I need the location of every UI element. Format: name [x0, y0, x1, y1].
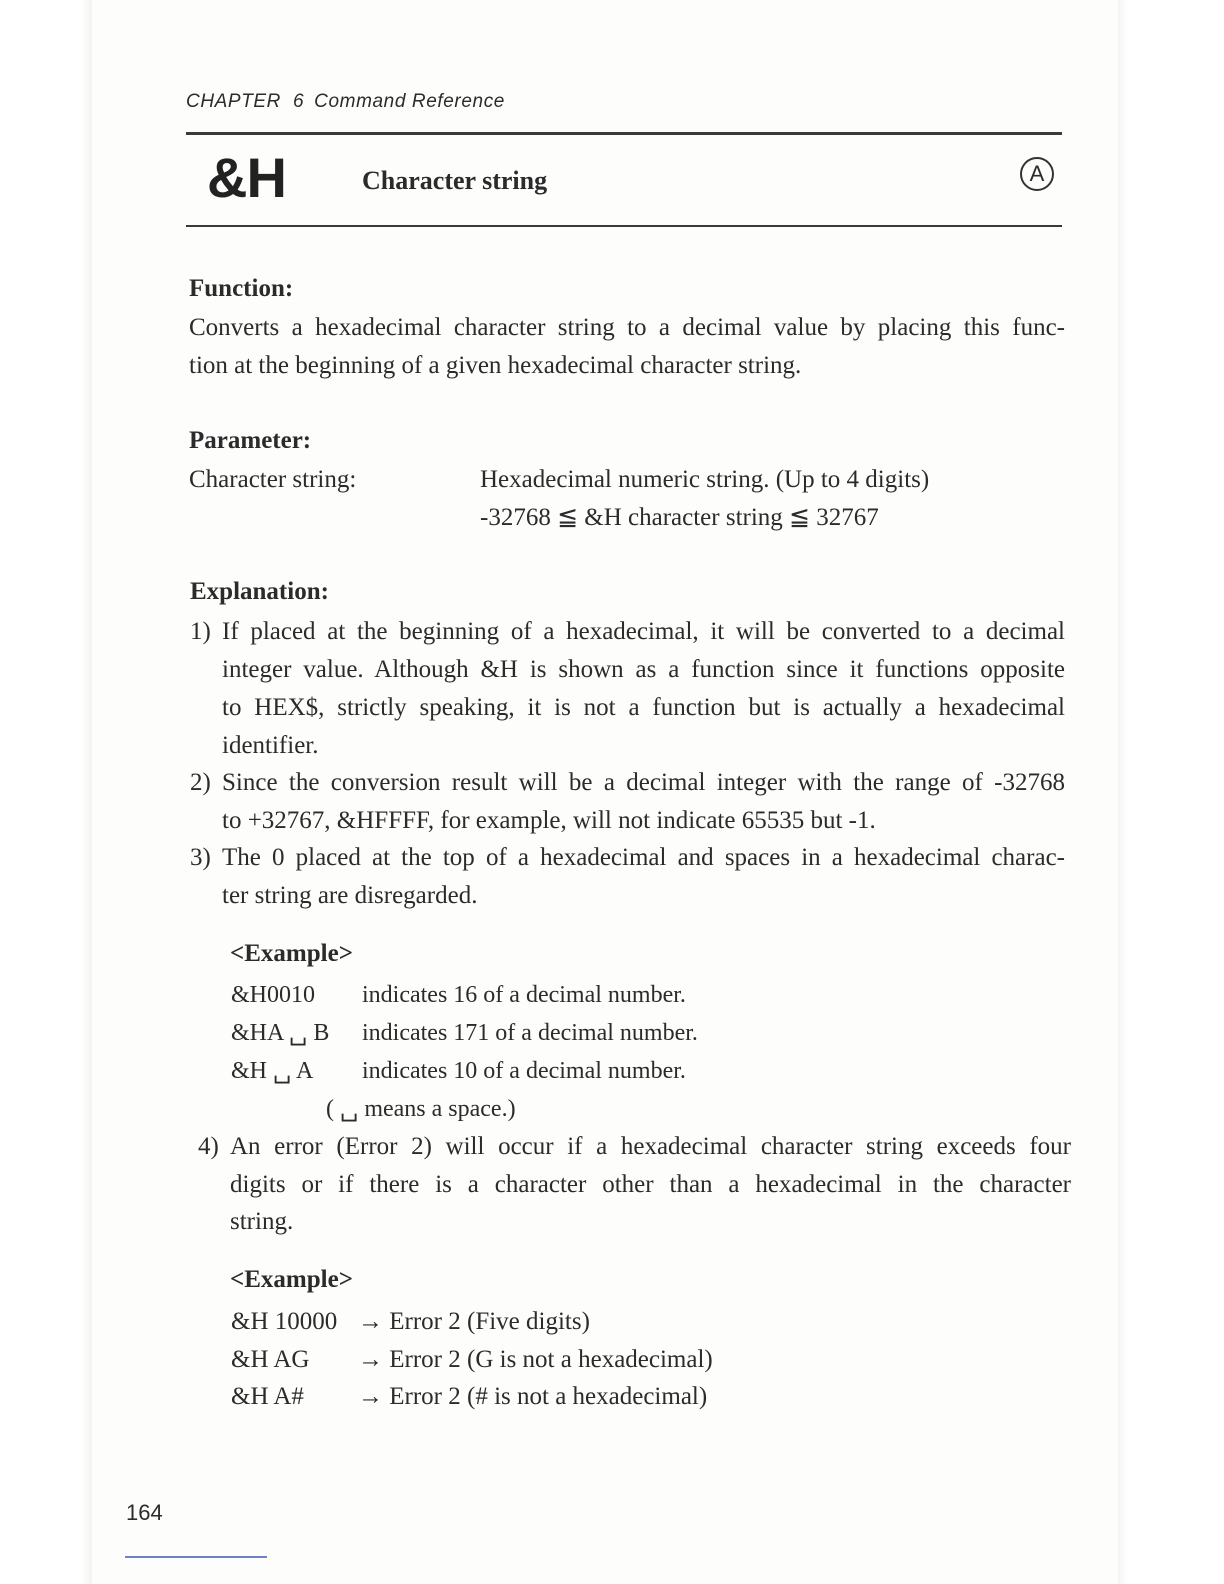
chapter-label: CHAPTER — [186, 91, 281, 112]
command-name: &H — [207, 146, 286, 209]
item-number: 4) — [198, 1133, 219, 1160]
parameter-description: Hexadecimal numeric string. (Up to 4 digits) — [480, 466, 930, 493]
example-code: &H AG — [231, 1346, 310, 1373]
example-label: <Example> — [230, 940, 353, 967]
item-line: If placed at the beginning of a hexadecimal, it will be converted to a decimal — [222, 618, 1065, 645]
parameter-range: -32768 ≦ &H character string ≦ 32767 — [480, 504, 879, 531]
page-edge-shadow-right — [1118, 0, 1224, 1584]
item-number: 1) — [190, 618, 211, 645]
example-code: &HA ␣ B — [231, 1020, 330, 1046]
item-line: to +32767, &HFFFF, for example, will not indicate 65535 but -1. — [222, 807, 876, 834]
example-result: indicates 16 of a decimal number. — [362, 982, 686, 1008]
item-line: ter string are disregarded. — [222, 882, 478, 909]
parameter-name: Character string: — [189, 466, 357, 493]
item-number: 2) — [190, 769, 211, 796]
example-code: &H A# — [231, 1383, 304, 1410]
example-label: <Example> — [230, 1266, 353, 1293]
example-note: ( ␣ means a space.) — [326, 1096, 516, 1122]
function-heading: Function: — [189, 275, 294, 302]
footer-rule — [125, 1556, 267, 1558]
chapter-title: Command Reference — [314, 91, 505, 112]
title-rule-top — [186, 132, 1062, 135]
item-number: 3) — [190, 844, 211, 871]
mode-badge-icon: A — [1020, 157, 1054, 191]
page-edge-shadow-left — [0, 0, 92, 1584]
parameter-heading: Parameter: — [189, 427, 312, 454]
item-line: string. — [230, 1208, 294, 1235]
example-code: &H ␣ A — [231, 1058, 314, 1084]
example-result: indicates 171 of a decimal number. — [362, 1020, 698, 1046]
title-rule-bottom — [186, 225, 1062, 227]
command-title: Character string — [362, 166, 548, 195]
example-result: → Error 2 (Five digits) — [358, 1308, 590, 1335]
example-code: &H 10000 — [231, 1308, 338, 1335]
example-result: → Error 2 (G is not a hexadecimal) — [358, 1346, 713, 1373]
item-line: An error (Error 2) will occur if a hexadecimal character string exceeds four — [230, 1133, 1071, 1160]
function-line: tion at the beginning of a given hexadecimal character string. — [189, 352, 802, 379]
function-line: Converts a hexadecimal character string to a decimal value by placing this func- — [189, 314, 1065, 341]
page-number: 164 — [126, 1500, 163, 1525]
item-line: to HEX$, strictly speaking, it is not a function but is actually a hexadecimal — [222, 694, 1065, 721]
item-line: integer value. Although &H is shown as a function since it functions opposite — [222, 656, 1065, 683]
chapter-number: 6 — [293, 91, 305, 112]
explanation-heading: Explanation: — [190, 578, 329, 605]
item-line: Since the conversion result will be a decimal integer with the range of -32768 — [222, 769, 1065, 796]
chapter-header — [186, 91, 505, 113]
item-line: The 0 placed at the top of a hexadecimal and spaces in a hexadecimal charac- — [222, 844, 1065, 871]
item-line: identifier. — [222, 732, 319, 759]
example-code: &H0010 — [231, 982, 315, 1008]
example-result: indicates 10 of a decimal number. — [362, 1058, 686, 1084]
example-result: → Error 2 (# is not a hexadecimal) — [358, 1383, 708, 1410]
item-line: digits or if there is a character other than a hexadecimal in the character — [230, 1171, 1071, 1198]
